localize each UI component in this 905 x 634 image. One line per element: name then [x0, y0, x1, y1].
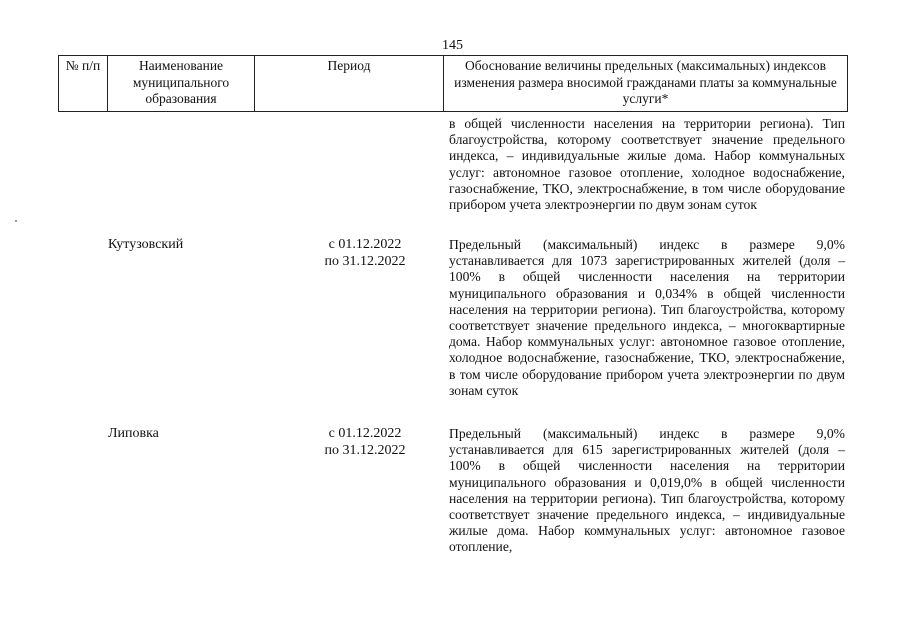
header-period: Период	[255, 56, 444, 112]
page-number: 145	[442, 38, 463, 53]
table-header	[58, 55, 848, 112]
scan-speck	[15, 220, 17, 222]
period	[310, 237, 420, 270]
period-from: с 01.12.2022	[328, 237, 402, 252]
period	[310, 426, 420, 459]
period-to: по 31.12.2022	[324, 253, 406, 269]
municipality-name: Кутузовский	[108, 237, 184, 252]
period-from: с 01.12.2022	[328, 426, 402, 441]
header-municipality: Наименование муниципального образования	[108, 56, 255, 112]
continuation-text: в общей численности населения на территории региона). Тип благоустройства, которому соответствует значение предельного индекса, – индивидуальные жилые дома. Набор коммунальных услуг: автономное газовое отопление, холодное водоснабжение, газоснабжение, ТКО, электроснабжение, в том числе оборудование прибором учета электроэнергии по двум зонам суток	[449, 116, 845, 213]
justification-text: Предельный (максимальный) индекс в размере 9,0% устанавливается для 615 зарегистрированных жителей (доля – 100% в общей численности населения на территории муниципального образования и 0,019,0% в общей численности населения на территории региона). Тип благоустройства, которому соответствует значение предельного индекса, – индивидуальные жилые дома. Набор коммунальных услуг: автономное газовое отопление,	[449, 426, 845, 555]
header-justification: Обоснование величины предельных (максимальных) индексов изменения размера вносимой гражданами платы за коммунальные услуги*	[444, 56, 848, 112]
municipality-name: Липовка	[108, 426, 159, 441]
justification-text: Предельный (максимальный) индекс в размере 9,0% устанавливается для 1073 зарегистрированных жителей (доля – 100% в общей численности населения на территории муниципального образования и 0,034% в общей численности населения на территории региона). Тип благоустройства, которому соответствует значение предельного индекса, – многоквартирные дома. Набор коммунальных услуг: автономное газовое отопление, холодное водоснабжение, газоснабжение, ТКО, электроснабжение, в том числе оборудование прибором учета электроэнергии по двум зонам суток	[449, 237, 845, 398]
period-to: по 31.12.2022	[324, 442, 406, 458]
header-number: № п/п	[59, 56, 108, 112]
